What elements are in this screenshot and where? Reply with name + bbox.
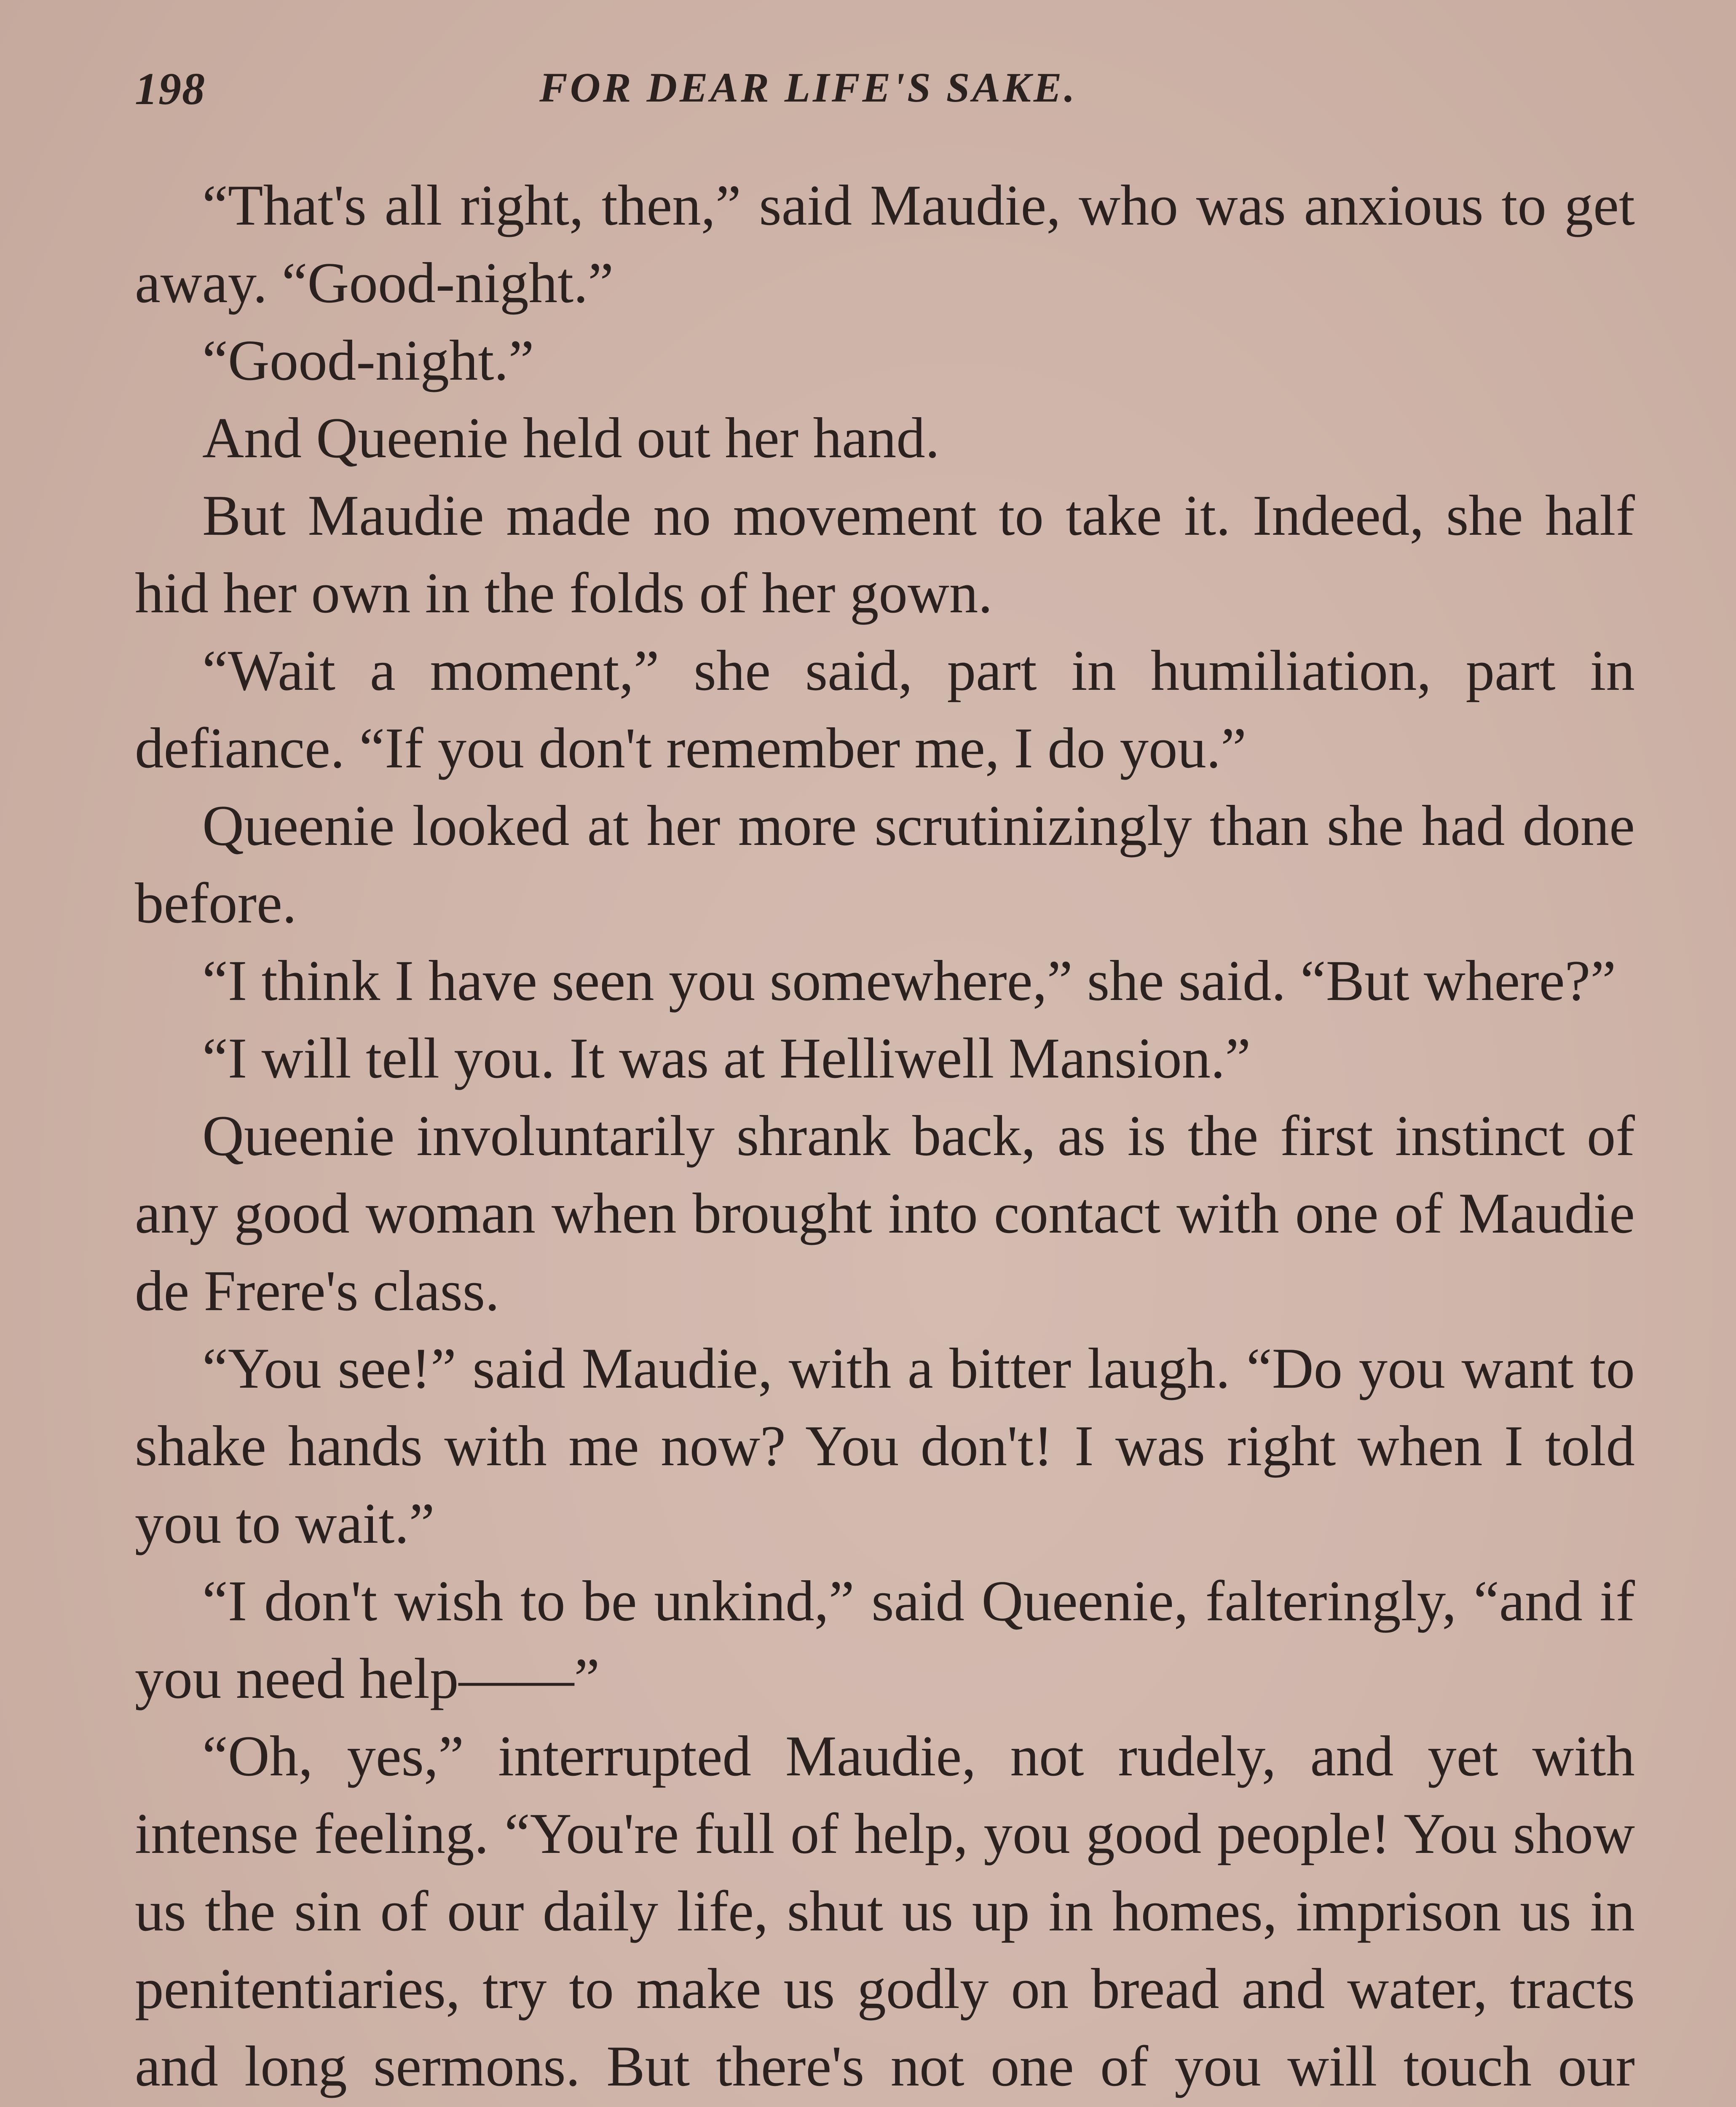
paragraph-10: “You see!” said Maudie, with a bitter laugh. “Do you want to shake hands with me now? You don't! I was right when I told you to wait.” (135, 1336, 1635, 1555)
paragraph-3: And Queenie held out her hand. (202, 406, 940, 470)
paragraph-8: “I will tell you. It was at Helliwell Mansion.” (202, 1026, 1251, 1090)
running-title: FOR DEAR LIFE'S SAKE. (539, 64, 1077, 111)
page-number: 198 (135, 64, 206, 114)
paragraph-1: “That's all right, then,” said Maudie, who was anxious to get away. “Good-night.” (135, 173, 1635, 315)
paragraph-12: “Oh, yes,” interrupted Maudie, not rudely, and yet with intense feeling. “You're full of help, you good people! You show us the sin of our daily life, shut us up in homes, imprison us in penitentiaries, try to make us godly on bread and water, tracts and long sermons. But there's not one of you will touch our (135, 1724, 1635, 2098)
paragraph-9: Queenie involuntarily shrank back, as is the first instinct of any good woman when brought into contact with one of Maudie de Frere's class. (135, 1104, 1635, 1323)
paragraph-6: Queenie looked at her more scrutinizingly than she had done before. (135, 793, 1635, 935)
paragraph-11: “I don't wish to be unkind,” said Queenie, falteringly, “and if you need help——” (135, 1569, 1635, 1710)
paragraph-7: “I think I have seen you somewhere,” she said. “But where?” (202, 949, 1616, 1013)
paragraph-5: “Wait a moment,” she said, part in humiliation, part in defiance. “If you don't remember me, I do you.” (135, 638, 1635, 780)
page-header (135, 63, 1626, 122)
body-text (135, 166, 1635, 2107)
paragraph-2: “Good-night.” (202, 328, 534, 392)
paragraph-4: But Maudie made no movement to take it. Indeed, she half hid her own in the folds of her gown. (135, 483, 1635, 625)
